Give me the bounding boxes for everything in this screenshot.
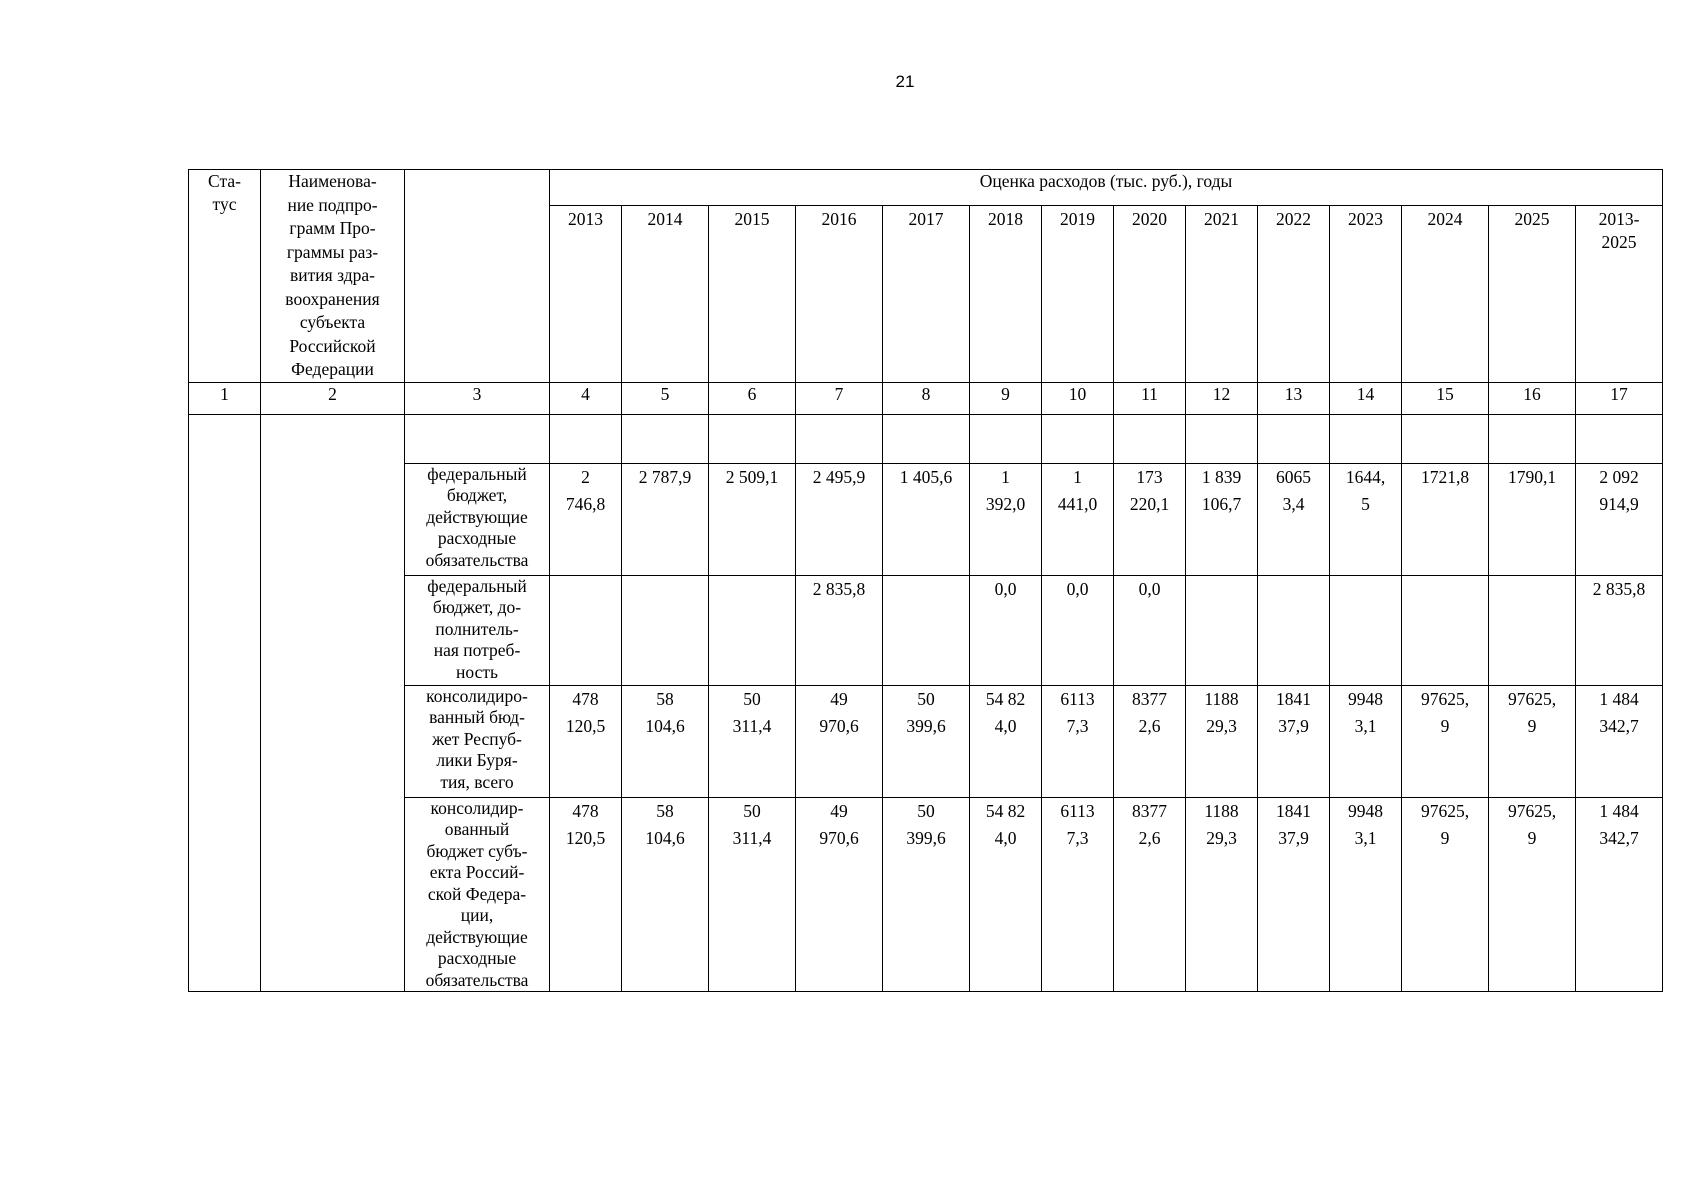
column-number: 15 (1402, 382, 1489, 414)
value-cell: 2 495,9 (796, 463, 883, 575)
value-cell: 50 311,4 (709, 797, 796, 992)
value-cell (550, 575, 622, 685)
value-cell: 0,0 (970, 575, 1042, 685)
empty-cell (1114, 414, 1186, 463)
table-row (189, 463, 1663, 575)
header-year: 2016 (796, 206, 883, 382)
header-year: 2018 (970, 206, 1042, 382)
empty-cell (550, 414, 622, 463)
value-cell: 1790,1 (1489, 463, 1576, 575)
value-cell: 50 399,6 (883, 797, 970, 992)
value-cell: 54 82 4,0 (970, 685, 1042, 797)
value-cell: 0,0 (1042, 575, 1114, 685)
column-number: 4 (550, 382, 622, 414)
status-cell (189, 414, 261, 992)
empty-cell (1258, 414, 1330, 463)
header-year: 2020 (1114, 206, 1186, 382)
value-cell: 0,0 (1114, 575, 1186, 685)
empty-cell (1186, 414, 1258, 463)
value-cell (1330, 575, 1402, 685)
value-cell: 54 82 4,0 (970, 797, 1042, 992)
value-cell: 2 835,8 (1576, 575, 1663, 685)
value-cell: 49 970,6 (796, 685, 883, 797)
column-number: 8 (883, 382, 970, 414)
row-label: федеральный бюджет, до- полнитель- ная потреб- ность (405, 575, 550, 685)
row-label: консолидиро- ванный бюд- жет Респуб- лики Буря- тия, всего (405, 685, 550, 797)
value-cell: 97625, 9 (1402, 797, 1489, 992)
value-cell: 49 970,6 (796, 797, 883, 992)
empty-cell (970, 414, 1042, 463)
empty-cell (1042, 414, 1114, 463)
empty-cell (1330, 414, 1402, 463)
column-number: 13 (1258, 382, 1330, 414)
header-subprogram-name: Наименова- ние подпро- грамм Про- граммы раз- вития здра- воохранения субъекта Российской Федерации (261, 170, 405, 383)
value-cell: 1841 37,9 (1258, 797, 1330, 992)
value-cell: 478 120,5 (550, 685, 622, 797)
value-cell: 9948 3,1 (1330, 797, 1402, 992)
value-cell (883, 575, 970, 685)
value-cell (709, 575, 796, 685)
value-cell: 1 405,6 (883, 463, 970, 575)
header-year: 2017 (883, 206, 970, 382)
column-number: 14 (1330, 382, 1402, 414)
value-cell: 1188 29,3 (1186, 685, 1258, 797)
header-year: 2019 (1042, 206, 1114, 382)
header-year: 2022 (1258, 206, 1330, 382)
value-cell (1186, 575, 1258, 685)
value-cell: 1 484 342,7 (1576, 797, 1663, 992)
value-cell: 1 441,0 (1042, 463, 1114, 575)
value-cell: 2 509,1 (709, 463, 796, 575)
value-cell (1258, 575, 1330, 685)
empty-cell (883, 414, 970, 463)
header-year: 2021 (1186, 206, 1258, 382)
row-label: консолидир- ованный бюджет субъ- екта Россий- ской Федера- ции, действующие расходные обязательства (405, 797, 550, 992)
empty-cell (709, 414, 796, 463)
column-number: 17 (1576, 382, 1663, 414)
value-cell: 50 399,6 (883, 685, 970, 797)
column-number: 5 (622, 382, 709, 414)
value-cell: 8377 2,6 (1114, 685, 1186, 797)
header-year: 2024 (1402, 206, 1489, 382)
header-status: Ста- тус (189, 170, 261, 383)
table-row (189, 685, 1663, 797)
row-label: федеральный бюджет, действующие расходные обязательства (405, 463, 550, 575)
value-cell: 2 746,8 (550, 463, 622, 575)
value-cell: 50 311,4 (709, 685, 796, 797)
value-cell: 58 104,6 (622, 685, 709, 797)
column-number: 7 (796, 382, 883, 414)
header-year: 2013 (550, 206, 622, 382)
value-cell: 6065 3,4 (1258, 463, 1330, 575)
budget-table (188, 169, 1663, 992)
column-number: 16 (1489, 382, 1576, 414)
column-number: 2 (261, 382, 405, 414)
header-year: 2015 (709, 206, 796, 382)
header-expenses-title: Оценка расходов (тыс. руб.), годы (550, 170, 1663, 206)
column-number: 11 (1114, 382, 1186, 414)
value-cell: 97625, 9 (1489, 685, 1576, 797)
column-number: 1 (189, 382, 261, 414)
empty-cell (405, 414, 550, 463)
value-cell (1489, 575, 1576, 685)
empty-cell (796, 414, 883, 463)
empty-cell (1576, 414, 1663, 463)
value-cell: 8377 2,6 (1114, 797, 1186, 992)
header-year: 2013- 2025 (1576, 206, 1663, 382)
value-cell: 2 787,9 (622, 463, 709, 575)
column-number: 6 (709, 382, 796, 414)
value-cell: 478 120,5 (550, 797, 622, 992)
value-cell: 1644, 5 (1330, 463, 1402, 575)
header-year: 2025 (1489, 206, 1576, 382)
value-cell: 1841 37,9 (1258, 685, 1330, 797)
empty-cell (1489, 414, 1576, 463)
value-cell: 1 484 342,7 (1576, 685, 1663, 797)
subprogram-name-cell (261, 414, 405, 992)
page-number: 21 (895, 72, 915, 91)
value-cell: 2 092 914,9 (1576, 463, 1663, 575)
value-cell (622, 575, 709, 685)
value-cell: 9948 3,1 (1330, 685, 1402, 797)
column-number: 10 (1042, 382, 1114, 414)
table-row (189, 797, 1663, 992)
column-number: 3 (405, 382, 550, 414)
table-row (189, 575, 1663, 685)
header-year: 2023 (1330, 206, 1402, 382)
value-cell: 173 220,1 (1114, 463, 1186, 575)
empty-cell (1402, 414, 1489, 463)
column-number: 12 (1186, 382, 1258, 414)
value-cell: 1 839 106,7 (1186, 463, 1258, 575)
value-cell: 97625, 9 (1402, 685, 1489, 797)
header-year: 2014 (622, 206, 709, 382)
value-cell: 2 835,8 (796, 575, 883, 685)
value-cell: 1 392,0 (970, 463, 1042, 575)
value-cell: 1721,8 (1402, 463, 1489, 575)
value-cell: 97625, 9 (1489, 797, 1576, 992)
empty-cell (622, 414, 709, 463)
value-cell: 58 104,6 (622, 797, 709, 992)
value-cell: 6113 7,3 (1042, 797, 1114, 992)
header-source (405, 170, 550, 383)
value-cell: 1188 29,3 (1186, 797, 1258, 992)
value-cell (1402, 575, 1489, 685)
column-number: 9 (970, 382, 1042, 414)
value-cell: 6113 7,3 (1042, 685, 1114, 797)
